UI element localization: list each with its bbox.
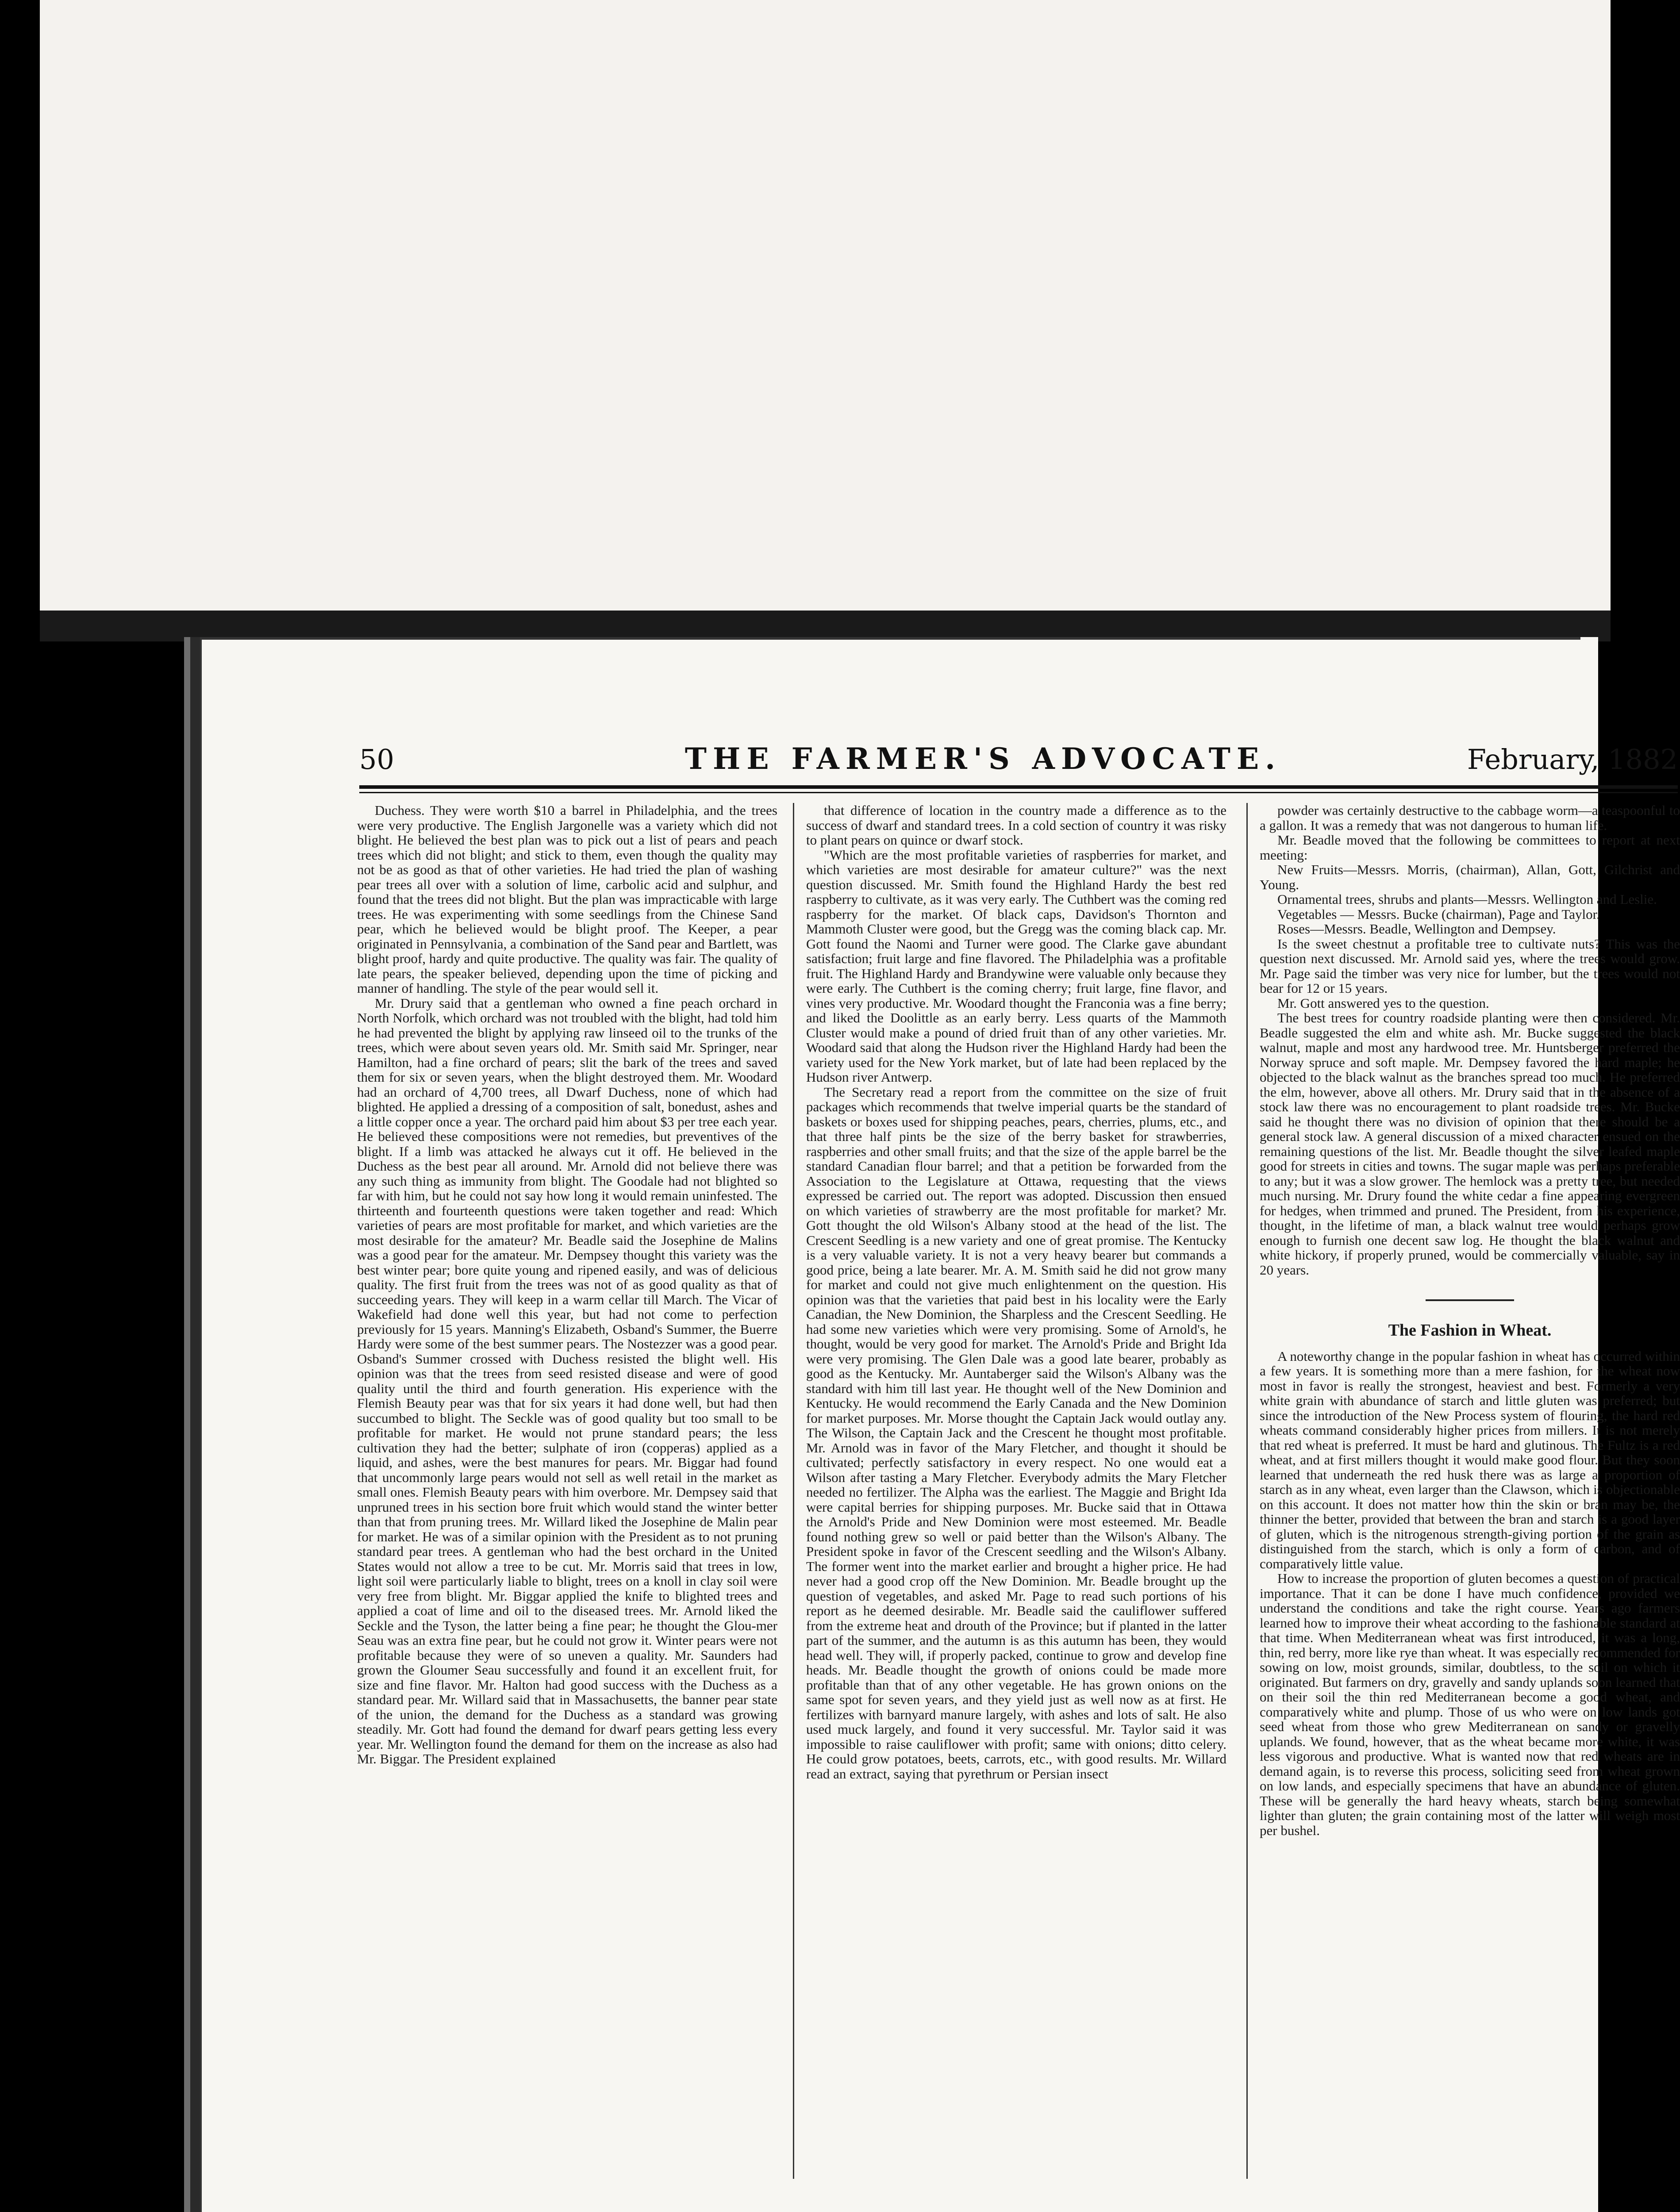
column-3-paragraph: Roses—Messrs. Beadle, Wellington and Dempsey. bbox=[1277, 921, 1556, 937]
column-3-paragraph: New Fruits—Messrs. Morris, (chairman), Allan, Gott, Gilchrist and Young. bbox=[1260, 862, 1680, 892]
column-3-paragraph: A noteworthy change in the popular fashion in wheat has occurred within a few years. It is something more than a mere fashion, for the wheat now most in favor is really the strongest, heaviest and best. Formerly a very white grain with abundance of starch and little gluten was preferred; but since the introduction of the New Process system of flouring, the hard red wheats command considerably higher prices from millers. It is not merely that red wheat is preferred. It must be hard and glutinous. The Fultz is a red wheat, and at first millers thought it would make good flour. But they soon learned that underneath the red husk there was as large a proportion of starch as in any wheat, even larger than the Clawson, which is objectionable on this account. It does not matter how thin the skin or bran may be, the thinner the better, provided that between the bran and starch is a good layer of gluten, which is the nitrogenous strength-giving portion of the grain as distinguished from the starch, which is only a form of carbon, and of comparatively little value. bbox=[1260, 1348, 1680, 1571]
issue-date: February, 1882 bbox=[1467, 743, 1678, 776]
column-1 bbox=[357, 803, 777, 2183]
page-number: 50 bbox=[359, 743, 394, 776]
column-divider bbox=[1246, 803, 1248, 2179]
column-2-paragraph: that difference of location in the country made a difference as to the success of dwarf and standard trees. In a cold section of country it was risky to plant pears on quince or dwarf stock. bbox=[806, 803, 1226, 848]
page-header bbox=[359, 739, 1678, 787]
column-3 bbox=[1260, 803, 1680, 2183]
column-2-paragraph: "Which are the most profitable varieties of raspberries for market, and which varieties are most desirable for amateur culture?" was the next question discussed. Mr. Smith found the Highland Hardy the best red raspberry to cultivate, as it was very early. The Cuthbert was the coming red raspberry for the market. Of black caps, Davidson's Thornton and Mammoth Cluster were good, but the Gregg was the coming black cap. Mr. Gott found the Naomi and Turner were good. The Clarke gave abundant satisfaction; fruit large and fine flavored. The Philadelphia was a profitable fruit. The Highland Hardy and Brandywine were valuable only because they were early. The Cuthbert is the coming cherry; fruit large, fine flavor, and vines very productive. Mr. Woodard thought the Franconia was a fine berry; and liked the Doolittle as an early berry. Less quarts of the Mammoth Cluster would make a pound of dried fruit than of any other varieties. Mr. Woodard said that along the Hudson river the Highland Hardy had been the variety used for the New York market, but of late had been replaced by the Hudson river Antwerp. bbox=[806, 847, 1226, 1085]
column-3-paragraph: Ornamental trees, shrubs and plants—Messrs. Wellington and Leslie. bbox=[1277, 891, 1657, 907]
column-3-paragraph: Mr. Gott answered yes to the question. bbox=[1277, 995, 1489, 1011]
column-3-paragraph: powder was certainly destructive to the cabbage worm—a teaspoonful to a gallon. It was a remedy that was not dangerous to human life. bbox=[1260, 803, 1680, 833]
column-divider bbox=[793, 803, 794, 2179]
column-3-paragraph: Vegetables — Messrs. Bucke (chairman), Page and Taylor. bbox=[1277, 906, 1600, 922]
masthead-title: THE FARMER'S ADVOCATE. bbox=[684, 741, 1282, 776]
column-2 bbox=[806, 803, 1226, 2183]
column-3-paragraph: Is the sweet chestnut a profitable tree to cultivate nuts? This was the question next discussed. Mr. Arnold said yes, where the trees would grow. Mr. Page said the timber was very nice for lumber, but the trees would not bear for 12 or 15 years. bbox=[1260, 936, 1680, 996]
column-3-paragraph: Mr. Beadle moved that the following be committees to report at next meeting: bbox=[1260, 832, 1680, 863]
column-3-paragraph: The best trees for country roadside planting were then considered. Mr. Beadle suggested the elm and white ash. Mr. Bucke suggested the black walnut, maple and most any hardwood tree. Mr. Huntsberger preferred the Norway spruce and soft maple. Mr. Dempsey favored the hard maple; he objected to the black walnut as the branches spread too much. He preferred the elm, however, above all others. Mr. Drury said that in the absence of a stock law there was no encouragement to plant roadside trees. Mr. Bucke said he thought there was no division of opinion that there should be a general stock law. A general discussion of a mixed character ensued on the remaining questions of the list. Mr. Beadle thought the silver leafed maple good for streets in cities and towns. The sugar maple was perhaps preferable to any; but it was a slow grower. The hemlock was a pretty tree, but needed much nursing. Mr. Drury found the white cedar a fine appearing evergreen for hedges, when trimmed and pruned. The President, from his experience, thought, in the lifetime of man, a black walnut tree would perhaps grow enough to furnish one decent saw log. He thought the black walnut and white hickory, if properly pruned, would be commercially valuable, say in 20 years. bbox=[1260, 1010, 1680, 1278]
header-rule-thick bbox=[359, 785, 1678, 789]
column-1-paragraph: Duchess. They were worth $10 a barrel in Philadelphia, and the trees were very productive. The English Jargonelle was a variety which did not blight. He believed the best plan was to pick out a list of pears and peach trees which did not blight; and stick to them, even though the quality may not be as good as that of other varieties. He had tried the plan of washing pear trees all over with a solution of lime, carbolic acid and sulphur, and found that the trees did not blight. But the plan was impracticable with large trees. He was experimenting with some seedlings from the Chinese Sand pear, which he believed would be blight proof. The Keeper, a pear originated in Pennsylvania, a combination of the Sand pear and Bartlett, was blight proof, hardy and quite productive. The quality was fair. The quality of late pears, the speaker believed, depending upon the time of picking and manner of handling. The style of the pear would sell it. bbox=[357, 803, 777, 996]
section-divider bbox=[1426, 1299, 1514, 1301]
column-3-paragraph: How to increase the proportion of gluten becomes a question of practical importance. That it can be done I have much confidence, provided we understand the conditions and take the right course. Years ago farmers learned how to improve their wheat according to the fashionable standard at that time. When Mediterranean wheat was first introduced, it was a long, thin, red berry, more like rye than wheat. It was especially recommended for sowing on low, moist grounds, similar, doubtless, to the soil on which it originated. But farmers on dry, gravelly and sandy uplands soon learned that on their soil the thin red Mediterranean become a good wheat, and comparatively white and plump. Those of us who were on low lands got seed wheat from those who grew Mediterranean on sandy or gravelly uplands. We found, however, that as the wheat became more white, it was less vigorous and productive. What is wanted now that red wheats are in demand again, is to reverse this process, soliciting seed from wheat grown on low lands, and especially specimens that have an abundance of gluten. These will be generally the hard heavy wheats, starch being somewhat lighter than gluten; the grain containing most of the latter will weigh most per bushel. bbox=[1260, 1571, 1680, 1838]
column-2-paragraph: The Secretary read a report from the committee on the size of fruit packages which recommends that twelve imperial quarts be the standard of baskets or boxes used for shipping peaches, pears, cherries, plums, etc., and that three half pints be the size of the berry basket for strawberries, raspberries and other small fruits; and that the size of the apple barrel be the standard Canadian flour barrel; and that a petition be forwarded from the Association to the Legislature at Ottawa, requesting that the views expressed be carried out. The report was adopted. Discussion then ensued on which varieties of strawberry are the most profitable for market? Mr. Gott thought the old Wilson's Albany stood at the head of the list. The Crescent Seedling is a new variety and one of great promise. The Kentucky is a very valuable variety. It is not a very heavy bearer but commands a good price, being a late bearer. Mr. A. M. Smith said he did not grow many for market and could not give much enlightenment on the question. His opinion was that the varieties that paid best in his locality were the Early Canadian, the New Dominion, the Sharpless and the Crescent Seedling. He had some new varieties which were very promising. Some of Arnold's, he thought, would be very good for market. The Arnold's Pride and Bright Ida were very promising. The Glen Dale was a good late bearer, probably as good as the Kentucky. Mr. Auntaberger said the Wilson's Albany was the standard with him till last year. He thought well of the New Dominion and Kentucky. He would recommend the Early Canada and the New Dominion for market purposes. Mr. Morse thought the Captain Jack would outlay any. The Wilson, the Captain Jack and the Crescent he thought most profitable. Mr. Arnold was in favor of the Mary Fletcher, and thought it should be cultivated; perfectly satisfactory in every respect. No one would eat a Wilson after tasting a Mary Fletcher. Everybody admits the Mary Fletcher needed no fertilizer. The Alpha was the earliest. The Maggie and Bright Ida were capital berries for shipping purposes. Mr. Bucke said that in Ottawa the Arnold's Pride and New Dominion were most esteemed. Mr. Beadle found nothing grew so well or paid better than the Wilson's Albany. The President spoke in favor of the Crescent seedling and the Wilson's Albany. The former went into the market earlier and brought a higher price. He had never had a good crop off the New Dominion. Mr. Beadle brought up the question of vegetables, and asked Mr. Page to read such portions of his report as he deemed desirable. Mr. Beadle said the cauliflower suffered from the extreme heat and drouth of the Province; but if planted in the latter part of the summer, and the autumn is as this autumn has been, they would head well. They will, if properly packed, continue to grow and develop fine heads. Mr. Beadle thought the growth of onions could be made more profitable than that of any other vegetable. He has grown onions on the same spot for seven years, and they yield just as well now as at first. He fertilizes with barnyard manure largely, with ashes and lots of salt. He also used muck largely, and found it very successful. Mr. Taylor said it was impossible to raise cauliflower with profit; same with onions; ditto celery. He could grow potatoes, beets, carrots, etc., with good results. Mr. Willard read an extract, saying that pyrethrum or Persian insect bbox=[806, 1084, 1226, 1782]
scan-background-top bbox=[40, 0, 1611, 611]
article-columns bbox=[357, 803, 1680, 2183]
header-rule-thin bbox=[359, 792, 1678, 793]
newspaper-page bbox=[190, 637, 1680, 2212]
column-1-paragraph: Mr. Drury said that a gentleman who owned a fine peach orchard in North Norfolk, which orchard was not troubled with the blight, had told him he had prevented the blight by applying raw linseed oil to the trunks of the trees, which were about seven years old. Mr. Smith said Mr. Springer, near Hamilton, had a fine orchard of pears; slit the bark of the trees and saved them for six or seven years, when the blight destroyed them. Mr. Woodard had an orchard of 4,700 trees, all Dwarf Duchess, none of which had blighted. He applied a dressing of a composition of salt, bonedust, ashes and a little copper once a year. The orchard paid him about $3 per tree each year. He believed these compositions were not remedies, but preventives of the blight. If a limb was attacked he always cut it off. He believed in the Duchess as the best pear all around. Mr. Arnold did not believe there was any such thing as immunity from blight. The Goodale had not blighted so far with him, but he could not say how long it would remain uninfested. The thirteenth and fourteenth questions were taken together and read: Which varieties of pears are most profitable for market, and which varieties are the most desirable for the amateur? Mr. Beadle said the Josephine de Malins was a good pear for the amateur. Mr. Dempsey thought this variety was the best winter pear; bore quite young and ripened easily, and was of delicious quality. The first fruit from the trees was not of as good quality as that of succeeding years. They will keep in a warm cellar till March. The Vicar of Wakefield had done well this year, but had not come to perfection previously for 15 years. Manning's Elizabeth, Osband's Summer, the Buerre Hardy were some of the best summer pears. The Nostezzer was a good pear. Osband's Summer crossed with Duchess resisted the blight well. His opinion was that the trees from seed resisted disease and were of good quality until the third and fourth generation. His experience with the Flemish Beauty pear was that for six years it had done well, but had then succumbed to blight. The Seckle was of good quality but too small to be profitable for market. He would not prune standard pears; the less cultivation they had the better; sulphate of iron (copperas) applied as a liquid, and ashes, were the best manures for pears. Mr. Biggar had found that uncommonly large pears would not sell as well retail in the market as small ones. Flemish Beauty pears with him overbore. Mr. Dempsey said that unpruned trees in his section bore fruit which would stand the winter better than that from pruning trees. Mr. Willard liked the Josephine de Malin pear for market. He was of a similar opinion with the President as to not pruning standard pear trees. A gentleman who had the best orchard in the United States would not allow a tree to be cut. Mr. Morris said that trees in low, light soil were particularly liable to blight, trees on a knoll in clay soil were very free from blight. Mr. Biggar applied the knife to blighted trees and applied a coat of lime and oil to the diseased trees. Mr. Arnold liked the Seckle and the Tyson, the latter being a fine pear; he thought the Glou-mer Seau was an extra fine pear, but he could not grow it. Winter pears were not profitable because they were of so uneven a quality. Mr. Saunders had grown the Gloumer Seau successfully and found it an excellent fruit, for size and fine flavor. Mr. Halton had good success with the Duchess as a standard pear. Mr. Willard said that in Massachusetts, the banner pear state of the union, the demand for the Duchess as a standard was growing steadily. Mr. Gott had found the demand for dwarf pears getting less every year. Mr. Wellington found the demand for them on the increase as also had Mr. Biggar. The President explained bbox=[357, 995, 777, 1767]
article-heading: The Fashion in Wheat. bbox=[1388, 1321, 1552, 1340]
